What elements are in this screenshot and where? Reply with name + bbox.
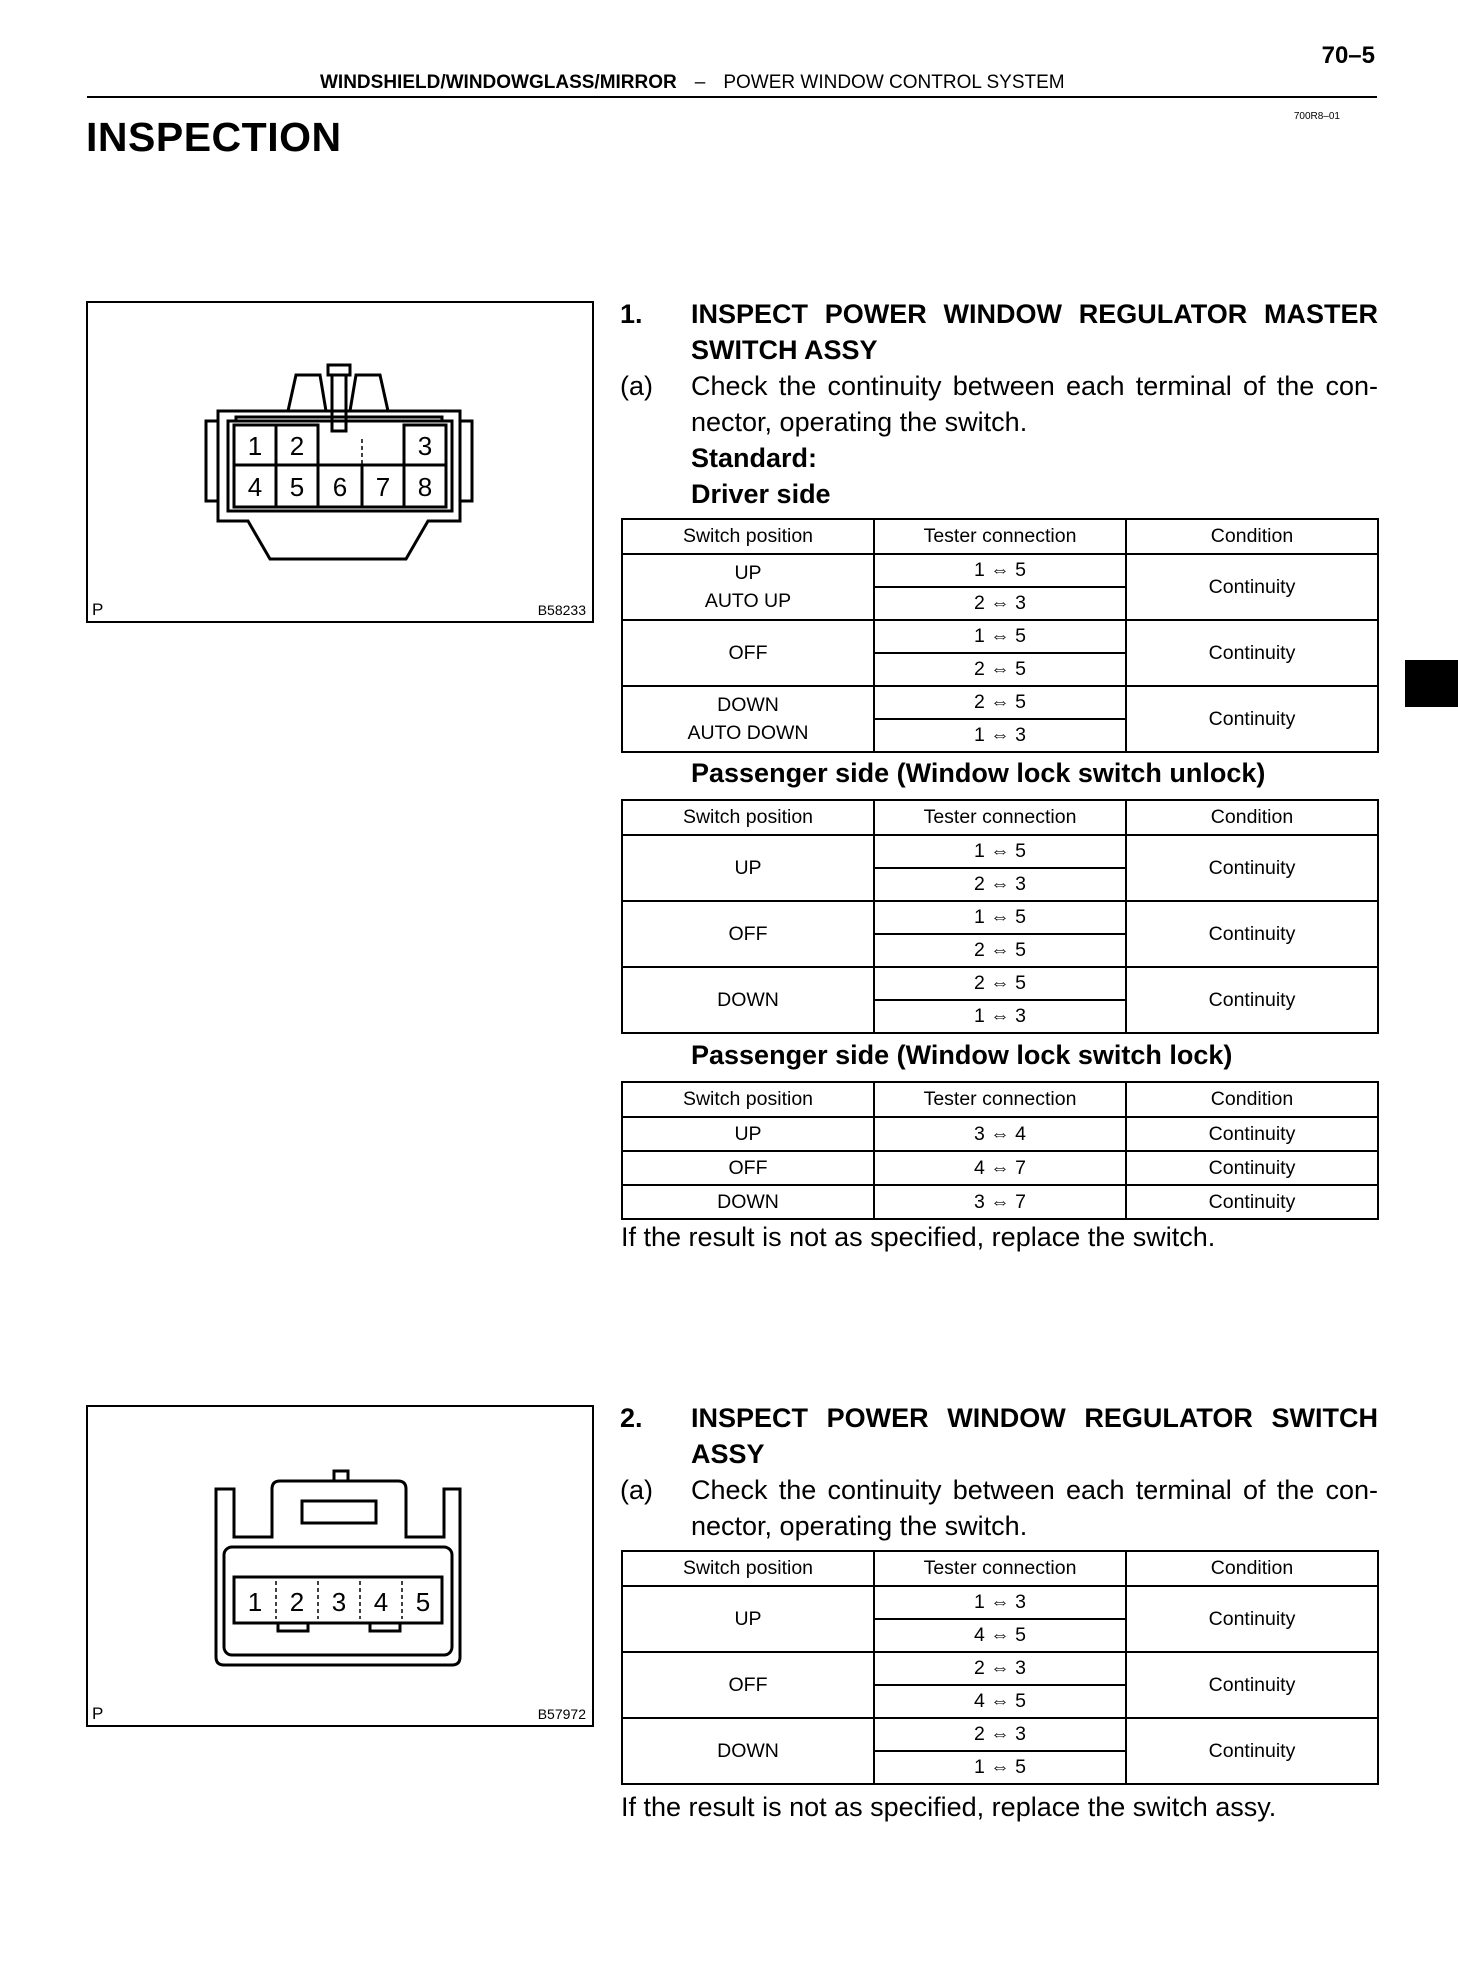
header-condition: Condition (1126, 1082, 1378, 1117)
table-cell-connection: 4 ⇔ 5 (874, 1619, 1126, 1652)
pin-label: 8 (417, 472, 433, 502)
connector-latch-right (350, 375, 388, 411)
page-number: 70–5 (1321, 42, 1375, 69)
table-cell-position: DOWN (622, 967, 874, 1033)
connector-side-tab-left (206, 421, 218, 501)
passenger-lock-label: Passenger side (Window lock switch lock) (691, 1040, 1233, 1070)
header-tester-connection: Tester connection (874, 1082, 1126, 1117)
section2-note: If the result is not as specified, replace the switch assy. (621, 1792, 1277, 1822)
connector-latch-stem (332, 375, 346, 431)
table-cell-connection: 1 ⇔ 5 (874, 901, 1126, 934)
connector-latch (302, 1501, 376, 1523)
pin-label: 4 (373, 1587, 389, 1617)
pin-label: 1 (247, 1587, 263, 1617)
figure-master-switch-connector (86, 301, 594, 623)
table-cell-connection: 1 ⇔ 5 (874, 554, 1126, 587)
pin-label: 3 (417, 431, 433, 461)
table-cell-position: OFF (622, 901, 874, 967)
table-cell-position: UP (622, 835, 874, 901)
pin-label: 5 (289, 472, 305, 502)
section-title-line2: ASSY (691, 1439, 765, 1469)
table-cell-connection: 2 ⇔ 5 (874, 934, 1126, 967)
section-1 (620, 296, 1378, 512)
table-cell-position: OFF (622, 1151, 874, 1185)
table-cell-connection: 1 ⇔ 3 (874, 719, 1126, 752)
table-cell-condition: Continuity (1126, 1151, 1378, 1185)
table-cell-condition: Continuity (1126, 1185, 1378, 1219)
table-cell-connection: 2 ⇔ 5 (874, 967, 1126, 1000)
header-switch-position: Switch position (622, 800, 874, 835)
pin-label: 2 (289, 1587, 305, 1617)
table-regulator-switch (621, 1550, 1379, 1785)
header-condition: Condition (1126, 1551, 1378, 1586)
table-cell-position: OFF (622, 620, 874, 686)
step-label: (a) (620, 371, 653, 401)
table-cell-connection: 2 ⇔ 5 (874, 686, 1126, 719)
table-cell-connection: 2 ⇔ 3 (874, 868, 1126, 901)
table-cell-connection: 4 ⇔ 7 (874, 1151, 1126, 1185)
passenger-unlock-label: Passenger side (Window lock switch unlock) (691, 758, 1266, 788)
step-label: (a) (620, 1475, 653, 1505)
pin-label: 1 (247, 431, 263, 461)
table-cell-connection: 1 ⇔ 5 (874, 620, 1126, 653)
connector-latch-left (288, 375, 326, 411)
header-tester-connection: Tester connection (874, 519, 1126, 554)
header-condition: Condition (1126, 800, 1378, 835)
connector-side-tab-right (460, 421, 472, 501)
section-number: 2. (620, 1403, 643, 1433)
connector-latch-top (334, 1471, 348, 1481)
driver-side-label: Driver side (691, 479, 831, 509)
table-cell-condition: Continuity (1126, 901, 1378, 967)
header-condition: Condition (1126, 519, 1378, 554)
table-passenger-unlock (621, 799, 1379, 1034)
table-cell-condition: Continuity (1126, 620, 1378, 686)
table-cell-condition: Continuity (1126, 1718, 1378, 1784)
table-cell-connection: 2 ⇔ 5 (874, 653, 1126, 686)
section-title-line1: INSPECT POWER WINDOW REGULATOR MASTER (691, 299, 1378, 329)
standard-label: Standard: (691, 443, 818, 473)
position-line: UP (734, 562, 762, 584)
table-cell-condition: Continuity (1126, 967, 1378, 1033)
table-cell-connection: 3 ⇔ 4 (874, 1117, 1126, 1151)
position-line: AUTO DOWN (687, 722, 809, 744)
table-cell-connection: 2 ⇔ 3 (874, 1652, 1126, 1685)
pin-label: 5 (415, 1587, 431, 1617)
table-cell-connection: 1 ⇔ 5 (874, 835, 1126, 868)
figure-corner-label: P (92, 600, 104, 619)
pin-label: 3 (331, 1587, 347, 1617)
figure-corner-label: P (92, 1704, 104, 1723)
pin-label: 6 (332, 472, 348, 502)
table-cell-position: DOWN (622, 1185, 874, 1219)
section1-note: If the result is not as specified, replace the switch. (621, 1222, 1216, 1252)
pin-label: 2 (289, 431, 305, 461)
table-cell-position: UP (622, 1117, 874, 1151)
table-cell-connection: 1 ⇔ 5 (874, 1751, 1126, 1784)
section-title-line1: INSPECT POWER WINDOW REGULATOR SWITCH (691, 1403, 1378, 1433)
table-cell-condition: Continuity (1126, 835, 1378, 901)
table-cell-connection: 1 ⇔ 3 (874, 1586, 1126, 1619)
section-title-line2: SWITCH ASSY (691, 335, 878, 365)
table-cell-condition: Continuity (1126, 1586, 1378, 1652)
table-cell-condition: Continuity (1126, 1117, 1378, 1151)
header-tester-connection: Tester connection (874, 800, 1126, 835)
header-switch-position: Switch position (622, 519, 874, 554)
header-separator: – (694, 72, 706, 93)
table-driver-side (621, 518, 1379, 753)
header-tester-connection: Tester connection (874, 1551, 1126, 1586)
step-text-line1: Check the continuity between each terminal of the con- (691, 1475, 1378, 1505)
table-passenger-lock (621, 1081, 1379, 1220)
table-cell-connection: 2 ⇔ 3 (874, 1718, 1126, 1751)
header-system: POWER WINDOW CONTROL SYSTEM (723, 72, 1065, 93)
header-rule (87, 96, 1377, 98)
header-switch-position: Switch position (622, 1082, 874, 1117)
table-cell-condition: Continuity (1126, 686, 1378, 752)
page-title: INSPECTION (86, 114, 342, 160)
section-2 (620, 1400, 1378, 1544)
table-cell-condition: Continuity (1126, 554, 1378, 620)
position-line: AUTO UP (704, 590, 792, 612)
header-category: WINDSHIELD/WINDOWGLASS/MIRROR (320, 72, 677, 93)
table-cell-position: OFF (622, 1652, 874, 1718)
table-cell-connection: 2 ⇔ 3 (874, 587, 1126, 620)
section-number: 1. (620, 299, 643, 329)
pin-label: 4 (247, 472, 263, 502)
table-cell-position: UP (622, 1586, 874, 1652)
running-header (320, 72, 1065, 94)
table-cell-connection: 4 ⇔ 5 (874, 1685, 1126, 1718)
step-text-line2: nector, operating the switch. (691, 407, 1028, 437)
connector-8pin-drawing (88, 303, 592, 621)
connector-5pin-drawing (88, 1407, 592, 1725)
table-cell-condition: Continuity (1126, 1652, 1378, 1718)
figure-switch-connector (86, 1405, 594, 1727)
side-thumb-tab (1405, 660, 1458, 707)
figure-code: B58233 (537, 602, 586, 618)
step-text-line2: nector, operating the switch. (691, 1511, 1028, 1541)
header-switch-position: Switch position (622, 1551, 874, 1586)
table-cell-connection: 3 ⇔ 7 (874, 1185, 1126, 1219)
table-cell-connection: 1 ⇔ 3 (874, 1000, 1126, 1033)
pin-label: 7 (375, 472, 391, 502)
doc-code: 700R8–01 (1293, 111, 1340, 122)
figure-code: B57972 (537, 1706, 586, 1722)
connector-body (216, 1481, 460, 1665)
position-line: DOWN (717, 694, 779, 716)
table-cell-position: DOWN (622, 1718, 874, 1784)
table-cell-position (622, 554, 874, 620)
table-cell-position (622, 686, 874, 752)
step-text-line1: Check the continuity between each terminal of the con- (691, 371, 1378, 401)
